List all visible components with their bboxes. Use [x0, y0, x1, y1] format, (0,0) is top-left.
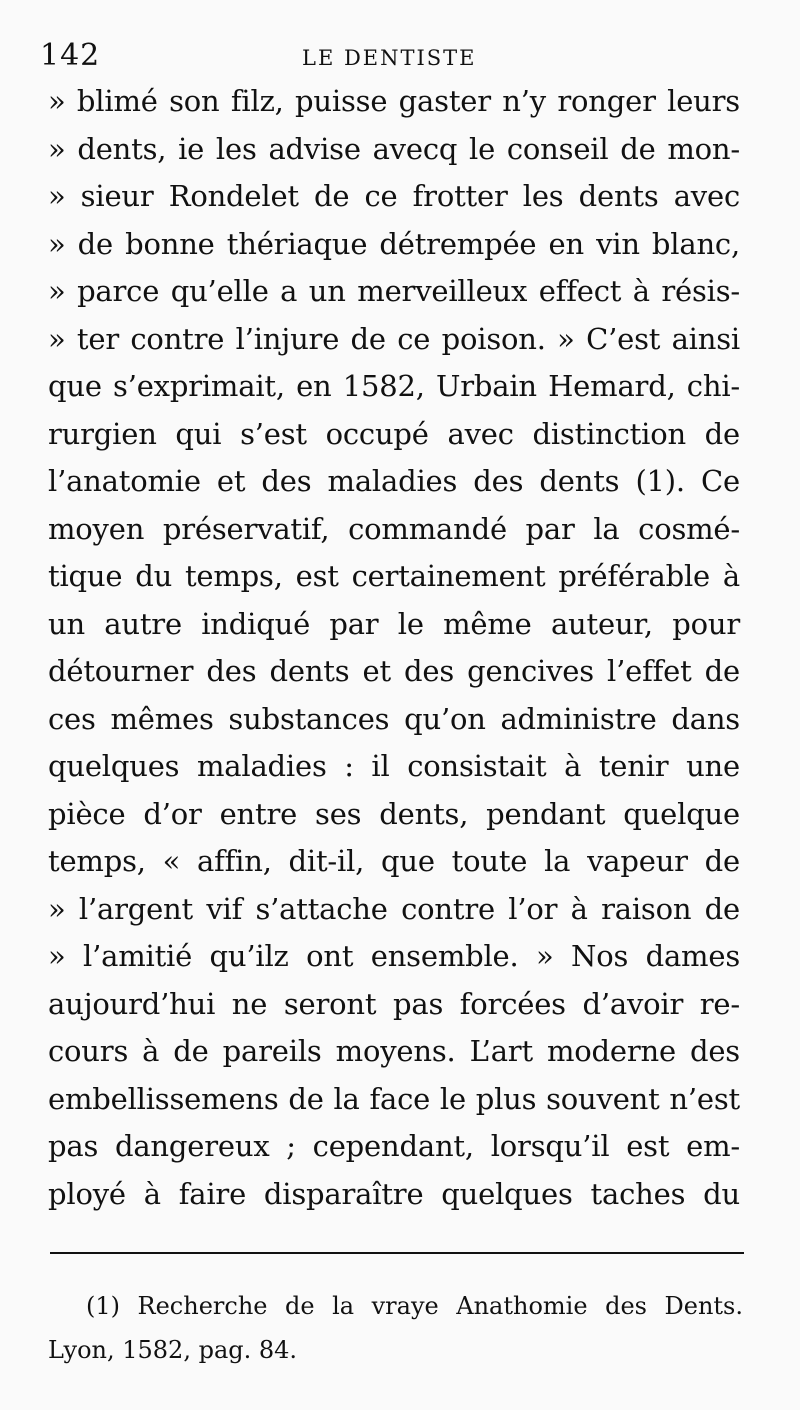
text-line: » l’amitié qu’ilz ont ensemble. » Nos dames — [48, 939, 740, 973]
text-line: aujourd’hui ne seront pas forcées d’avoir re- — [48, 986, 740, 1021]
text-line: » blimé son filz, puisse gaster n’y ronger leurs — [48, 84, 740, 118]
text-line: » l’argent vif s’attache contre l’or à raison de — [48, 891, 740, 926]
footnote — [48, 1284, 743, 1372]
text-line: temps, « affin, dit-il, que toute la vapeur de — [48, 844, 740, 878]
text-line: moyen préservatif, commandé par la cosmé- — [48, 511, 740, 546]
text-line: ces mêmes substances qu’on administre dans — [48, 701, 740, 736]
text-line: pièce d’or entre ses dents, pendant quelque — [48, 796, 740, 831]
footnote-divider — [50, 1252, 744, 1254]
footnote-line: (1) Recherche de la vraye Anathomie des Dents. — [86, 1292, 743, 1320]
text-line: » sieur Rondelet de ce frotter les dents avec — [48, 179, 740, 213]
text-line: » dents, ie les advise avecq le conseil de mon- — [48, 131, 740, 166]
text-line: ployé à faire disparaître quelques taches du — [48, 1176, 740, 1211]
text-line: » ter contre l’injure de ce poison. » C’est ainsi — [48, 321, 740, 356]
text-line: pas dangereux ; cependant, lorsqu’il est em- — [48, 1129, 740, 1163]
footnote-line: Lyon, 1582, pag. 84. — [48, 1336, 298, 1364]
text-line: embellissemens de la face le plus souvent n’est — [48, 1081, 740, 1116]
text-line: que s’exprimait, en 1582, Urbain Hemard, chi- — [48, 369, 740, 403]
running-title: LE DENTISTE — [302, 46, 477, 70]
page-number: 142 — [40, 38, 101, 73]
text-line: détourner des dents et des gencives l’effet de — [48, 654, 740, 688]
text-line: » de bonne thériaque détrempée en vin blanc, — [48, 226, 740, 261]
text-line: » parce qu’elle a un merveilleux effect à résis- — [48, 274, 740, 308]
page-header — [40, 38, 740, 78]
text-line: quelques maladies : il consistait à tenir une — [48, 749, 740, 783]
text-line: tique du temps, est certainement préférable à — [48, 559, 740, 593]
text-line: cours à de pareils moyens. L’art moderne des — [48, 1034, 740, 1068]
text-line: rurgien qui s’est occupé avec distinction de — [48, 416, 740, 451]
text-line: un autre indiqué par le même auteur, pour — [48, 606, 740, 641]
text-line: l’anatomie et des maladies des dents (1). Ce — [48, 464, 740, 498]
body-text — [48, 78, 740, 1218]
